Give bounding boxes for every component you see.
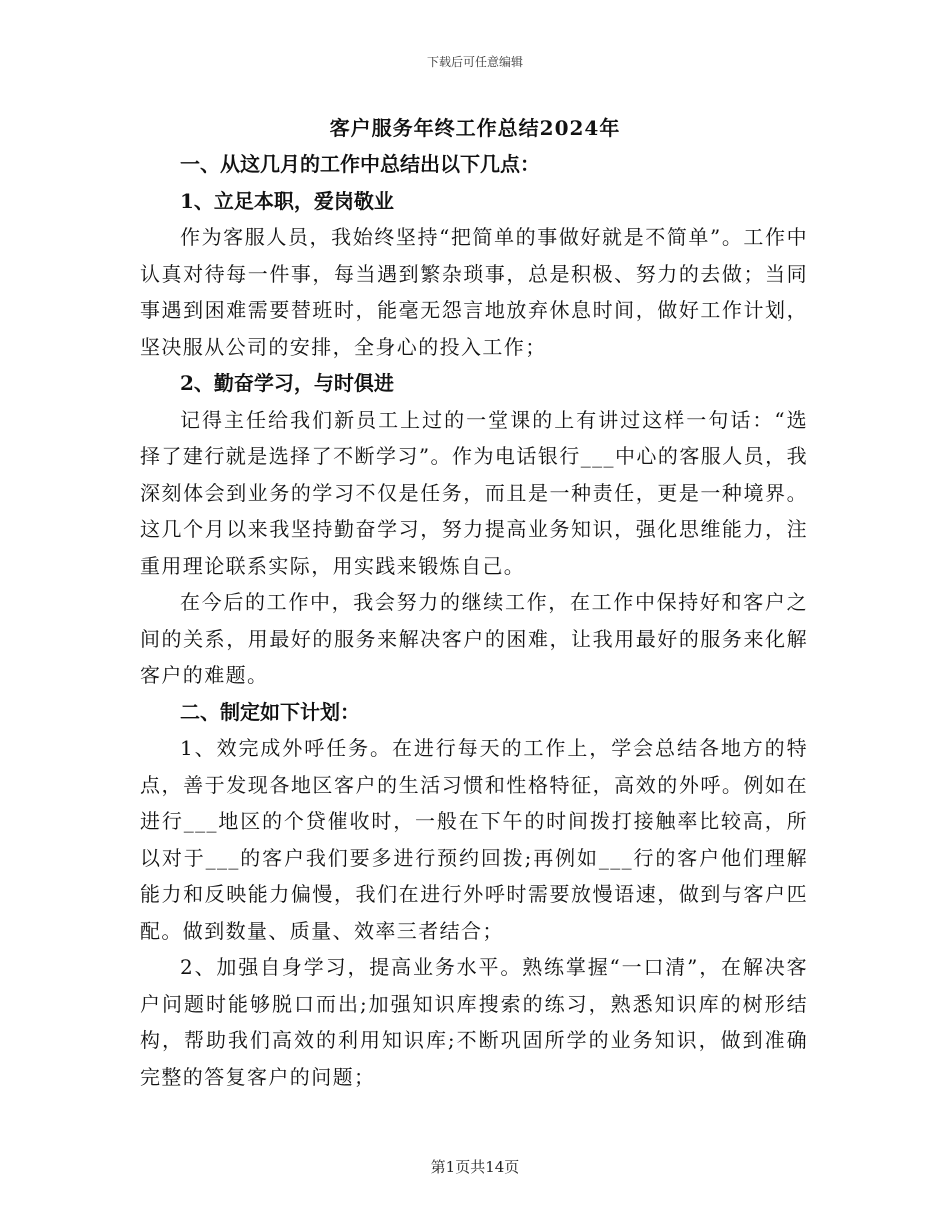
document-body (140, 146, 808, 1095)
body-paragraph: 记得主任给我们新员工上过的一堂课的上有讲过这样一句话：“选择了建行就是选择了不断学习”。作为电话银行___中心的客服人员，我深刻体会到业务的学习不仅是任务，而且是一种责任，更是一种境界。这几个月以来我坚持勤奋学习，努力提高业务知识，强化思维能力，注重用理论联系实际，用实践来锻炼自己。 (140, 407, 808, 578)
body-paragraph: 2、加强自身学习，提高业务水平。熟练掌握“一口清”，在解决客户问题时能够脱口而出;加强知识库搜索的练习，熟悉知识库的树形结构，帮助我们高效的利用知识库;不断巩固所学的业务知识，做到准确完整的答复客户的问题； (140, 955, 808, 1089)
section-heading: 一、从这几月的工作中总结出以下几点： (180, 152, 540, 176)
page-footer: 第1页共14页 (430, 1158, 520, 1176)
subsection-heading: 1、立足本职，爱岗敬业 (180, 188, 394, 213)
document-title: 客户服务年终工作总结2024年 (329, 116, 621, 140)
header-note: 下载后可任意编辑 (426, 55, 523, 69)
body-paragraph: 在今后的工作中，我会努力的继续工作，在工作中保持好和客户之间的关系，用最好的服务来解决客户的困难，让我用最好的服务来化解客户的难题。 (140, 590, 808, 687)
section-heading: 二、制定如下计划： (180, 699, 360, 724)
body-paragraph: 作为客服人员，我始终坚持“把简单的事做好就是不简单”。工作中认真对待每一件事，每当遇到繁杂琐事，总是积极、努力的去做；当同事遇到困难需要替班时，能毫无怨言地放弃休息时间，做好工作计划，坚决服从公司的安排，全身心的投入工作； (140, 225, 808, 359)
subsection-heading: 2、勤奋学习，与时俱进 (180, 371, 394, 395)
body-paragraph: 1、效完成外呼任务。在进行每天的工作上，学会总结各地方的特点，善于发现各地区客户的生活习惯和性格特征，高效的外呼。例如在进行___地区的个贷催收时，一般在下午的时间拨打接触率比较高，所以对于___的客户我们要多进行预约回拨;再例如___行的客户他们理解能力和反映能力偏慢，我们在进行外呼时需要放慢语速，做到与客户匹配。做到数量、质量、效率三者结合； (140, 736, 808, 943)
